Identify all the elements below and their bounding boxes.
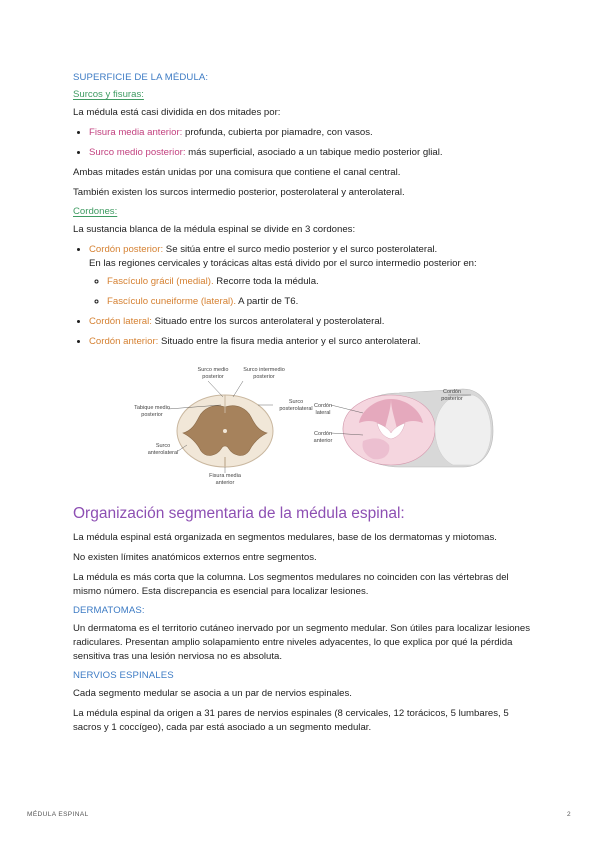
segmentaria-heading: Organización segmentaria de la médula espinal: — [73, 505, 405, 522]
list-item: ◦ Fascículo grácil (medial). Recorre toda la médula. — [107, 275, 533, 289]
segmentaria-p2: No existen límites anatómicos externos entre segmentos. — [73, 552, 317, 563]
tambien-text: También existen los surcos intermedio posterior, posterolateral y anterolateral. — [73, 187, 405, 198]
cordones-intro: La sustancia blanca de la médula espinal se divide en 3 cordones: — [73, 224, 356, 235]
label-cordon-anterior: Cordón anterior — [313, 431, 333, 444]
list-item: • Surco medio posterior: más superficial, asociado a un tabique medio posterior glial. — [89, 146, 533, 160]
nervios-p2: La médula espinal da origen a 31 pares de nervios espinales (8 cervicales, 12 torácicos, 5 lumbares, 5 sacros y 1 coccígeo), cada par está asociado a un segmento medular. — [73, 708, 509, 733]
segmentaria-p3: La médula es más corta que la columna. Los segmentos medulares no coinciden con las vértebras del mismo número. Esta discrepancia es esencial para localizar lesiones. — [73, 572, 509, 597]
page-content — [73, 72, 533, 741]
ambas-text: Ambas mitades están unidas por una comisura que contiene el canal central. — [73, 167, 401, 178]
list-item: • Cordón posterior: Se sitúa entre el surco medio posterior y el surco posterolateral. En las regiones cervicales y torácicas altas está divido por el surco intermedio posterior en: ◦ Fascículo grácil (medial). Recorre toda la médula. ◦ Fascículo cuneiforme (lateral). A partir de T6. — [89, 243, 533, 309]
nervios-heading: NERVIOS ESPINALES — [73, 670, 174, 681]
label-surco-anterolateral: Surco anterolateral — [147, 443, 179, 456]
label-surco-posterolateral: Surco posterolateral — [279, 399, 313, 412]
label-cordon-posterior: Cordón posterior — [441, 389, 463, 402]
footer-title: MÉDULA ESPINAL — [27, 811, 89, 818]
label-surco-medio-posterior: Surco medio posterior — [197, 367, 229, 380]
spinal-cord-figure — [73, 359, 533, 487]
page-number: 2 — [567, 811, 571, 818]
superficie-heading: SUPERFICIE DE LA MÉDULA: — [73, 72, 209, 83]
label-surco-intermedio-posterior: Surco intermedio posterior — [243, 367, 285, 380]
label-cordon-lateral: Cordón lateral — [313, 403, 333, 416]
surcos-heading: Surcos y fisuras: — [73, 89, 144, 100]
surcos-intro: La médula está casi dividida en dos mitades por: — [73, 107, 281, 118]
surcos-list — [73, 126, 533, 160]
dermatomas-text: Un dermatoma es el territorio cutáneo inervado por un segmento medular. Son útiles para localizar lesiones radiculares. Presentan amplio solapamiento entre niveles adyacentes, lo que explica por qué la pérdida sensitiva tras una lesión nerviosa no es absoluta. — [73, 623, 531, 662]
cordones-list — [73, 243, 533, 349]
dermatomas-heading: DERMATOMAS: — [73, 605, 145, 616]
central-canal-shape — [223, 429, 227, 433]
list-item: • Fisura media anterior: profunda, cubierta por piamadre, con vasos. — [89, 126, 533, 140]
fasciculos-list — [89, 275, 533, 309]
segmentaria-p1: La médula espinal está organizada en segmentos medulares, base de los dermatomas y miotomas. — [73, 532, 497, 543]
list-item: • Cordón lateral: Situado entre los surcos anterolateral y posterolateral. — [89, 315, 533, 329]
list-item: ◦ Fascículo cuneiforme (lateral). A partir de T6. — [107, 295, 533, 309]
nervios-p1: Cada segmento medular se asocia a un par de nervios espinales. — [73, 688, 352, 699]
cordones-heading: Cordones: — [73, 206, 118, 217]
label-fisura-media-anterior: Fisura media anterior — [209, 473, 241, 486]
list-item: • Cordón anterior: Situado entre la fisura media anterior y el surco anterolateral. — [89, 335, 533, 349]
spinal-cord-illustration — [73, 359, 533, 487]
label-tabique-medio-posterior: Tabique medio posterior — [134, 405, 170, 418]
